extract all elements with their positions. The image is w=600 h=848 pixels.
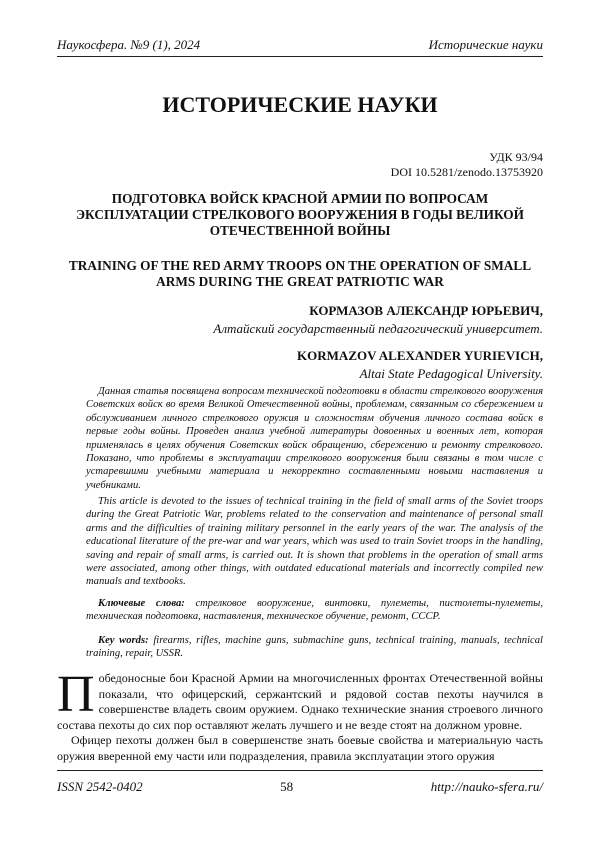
author-affiliation-ru: Алтайский государственный педагогический университет. (213, 321, 543, 336)
issn: ISSN 2542-0402 (57, 779, 143, 794)
article-title-en: TRAINING OF THE RED ARMY TROOPS ON THE OPERATION OF SMALL ARMS DURING THE GREAT PATRIOTIC WAR (68, 258, 532, 289)
author-affiliation-en: Altai State Pedagogical University. (359, 366, 543, 381)
body-paragraph-1-text: обедоносные бои Красной Армии на многочисленных фронтах Отечественной войны показали, что офицерский, сержантский и рядовой состав пехоты научился в совершенстве владеть своим оружием. Однако технические знания строевого личного состава пехоты до сих пор оставляют желать лучшего и не везде стоят на должном уровне. (57, 671, 543, 732)
abstract-ru (86, 385, 543, 492)
keywords-ru-label: Ключевые слова: (98, 598, 185, 609)
doi[interactable]: DOI 10.5281/zenodo.13753920 (390, 165, 543, 179)
udk-code: УДК 93/94 (489, 150, 543, 164)
author-name-en: KORMAZOV ALEXANDER YURIEVICH, (297, 348, 543, 363)
author-en (297, 347, 543, 383)
abstract-en-text: This article is devoted to the issues of technical training in the field of small arms of the Soviet troops during the Great Patriotic War, problems related to the conservation and maintenance of personal small arms and the difficulties of training military personnel in the early years of the war. The analysis of the educational literature of the pre-war and war years, which was used to train Soviet troops in the handling, saving and repair of small arms, is carried out. It is shown that problems in the operation of small arms were associated, among other things, with outdated educational materials and incorrectly compiled new manuals and textbooks. (86, 496, 543, 588)
abstract-ru-text: Данная статья посвящена вопросам технической подготовки в области стрелкового вооружения Советских войск во время Великой Отечественной войны, проблемам, связанным со сбережением и обслуживанием личного стрелкового оружия и сложностям обучения личного состава войск в первые годы войны. Проведен анализ учебной литературы довоенных и военных лет, которая применялась в целях обучения Советских войск обращению, сбережению и ремонту стрелкового. Показано, что проблемы в эксплуатации стрелкового вооружения были связаны в том числе с устаревшими учебными материала и некорректно составленными новыми наставления и учебниками. (86, 386, 543, 491)
keywords-en-text: firearms, rifles, machine guns, submachine guns, technical training, manuals, technical training, repair, USSR. (86, 635, 543, 660)
section-name: Исторические науки (428, 37, 543, 52)
page-footer (57, 779, 543, 795)
footer-rule (57, 770, 543, 771)
drop-cap: П (57, 666, 95, 723)
article-title-ru: ПОДГОТОВКА ВОЙСК КРАСНОЙ АРМИИ ПО ВОПРОСАМ ЭКСПЛУАТАЦИИ СТРЕЛКОВОГО ВООРУЖЕНИЯ В ГОДЫ ВЕЛИКОЙ ОТЕЧЕСТВЕННОЙ ВОЙНЫ (76, 191, 524, 238)
journal-name: Наукосфера. №9 (1), 2024 (57, 37, 201, 52)
header-rule (57, 56, 543, 57)
body-paragraph-2: Офицер пехоты должен был в совершенстве знать боевые свойства и материальную часть оружия вверенной ему части или подразделения, правила эксплуатации этого оружия (57, 733, 543, 763)
udk-block (391, 150, 543, 180)
keywords-ru-text: стрелковое вооружение, винтовки, пулеметы, пистолеты-пулеметы, техническая подготовка, наставления, техническое обучение, ремонт, СССР. (86, 598, 543, 623)
journal-url[interactable]: http://nauko-sfera.ru/ (430, 779, 543, 794)
running-header (57, 37, 543, 53)
body-text (57, 666, 543, 764)
keywords-ru (86, 597, 543, 624)
keywords-en (86, 634, 543, 661)
page-number: 58 (280, 779, 294, 794)
author-name-ru: КОРМАЗОВ АЛЕКСАНДР ЮРЬЕВИЧ, (309, 303, 543, 318)
body-paragraph-1 (57, 666, 543, 733)
author-ru (213, 302, 543, 338)
section-title: ИСТОРИЧЕСКИЕ НАУКИ (162, 92, 438, 117)
abstract-en (86, 495, 543, 589)
keywords-en-label: Key words: (98, 635, 149, 646)
